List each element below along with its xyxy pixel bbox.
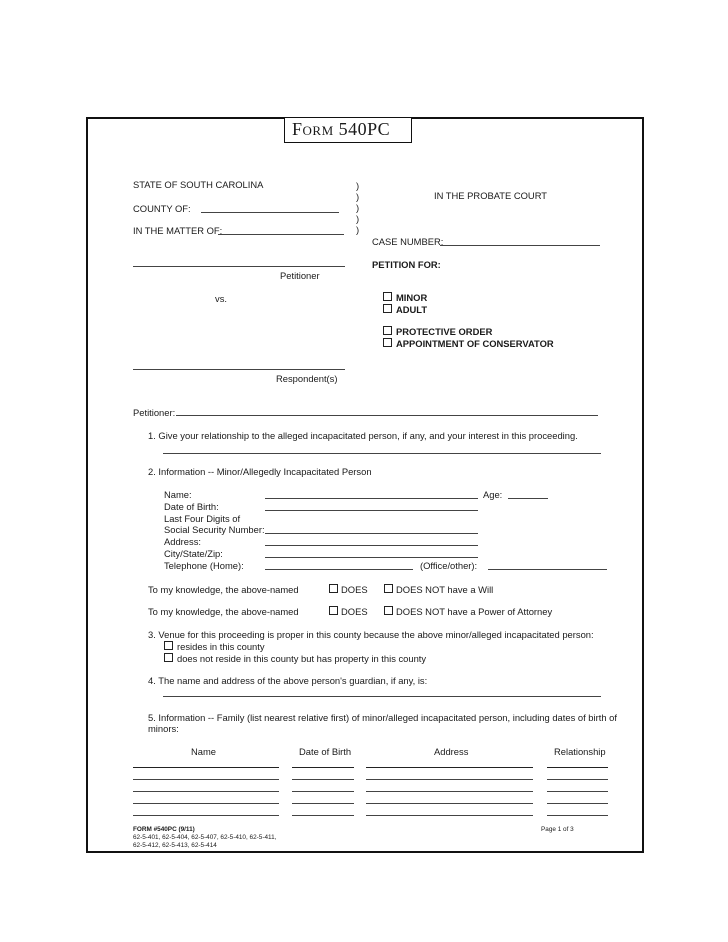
dob-field[interactable] bbox=[265, 510, 478, 511]
petitioner-name-field[interactable] bbox=[176, 415, 598, 416]
adult-checkbox[interactable] bbox=[383, 304, 392, 313]
item1-text: 1. Give your relationship to the alleged incapacitated person, if any, and your interest in this proceeding. bbox=[148, 430, 578, 441]
will-does-checkbox[interactable] bbox=[329, 584, 338, 593]
item5-text-2: minors: bbox=[148, 723, 179, 734]
respondent-caption: Respondent(s) bbox=[276, 373, 338, 384]
footer-statutes-2: 62-5-412, 62-5-413, 62-5-414 bbox=[133, 842, 217, 849]
property-label: does not reside in this county but has property in this county bbox=[177, 653, 427, 664]
family-name-line[interactable] bbox=[133, 815, 279, 816]
knowledge-will-prefix: To my knowledge, the above-named bbox=[148, 584, 299, 595]
item3-heading: 3. Venue for this proceeding is proper in this county because the above minor/alleged incapacitated person: bbox=[148, 629, 594, 640]
state-label: STATE OF SOUTH CAROLINA bbox=[133, 179, 264, 190]
county-label: COUNTY OF: bbox=[133, 203, 191, 214]
poa-does-not-checkbox[interactable] bbox=[384, 606, 393, 615]
poa-does-label: DOES bbox=[341, 606, 368, 617]
minor-label: MINOR bbox=[396, 292, 428, 303]
family-dob-line[interactable] bbox=[292, 767, 354, 768]
address-label: Address: bbox=[164, 536, 201, 547]
phone-home-field[interactable] bbox=[265, 569, 413, 570]
item2-heading: 2. Information -- Minor/Allegedly Incapacitated Person bbox=[148, 466, 372, 477]
petitioner-caption: Petitioner bbox=[280, 270, 320, 281]
item5-text-1: 5. Information -- Family (list nearest relative first) of minor/alleged incapacitated person, including dates of birth of bbox=[148, 712, 617, 723]
conservator-label: APPOINTMENT OF CONSERVATOR bbox=[396, 338, 554, 349]
ssn-label-1: Last Four Digits of bbox=[164, 513, 241, 524]
paren-1: ) bbox=[356, 180, 360, 191]
city-field[interactable] bbox=[265, 557, 478, 558]
address-field[interactable] bbox=[265, 545, 478, 546]
will-does-label: DOES bbox=[341, 584, 368, 595]
knowledge-poa-prefix: To my knowledge, the above-named bbox=[148, 606, 299, 617]
matter-field[interactable] bbox=[218, 234, 344, 235]
col-relationship: Relationship bbox=[554, 746, 606, 757]
matter-label: IN THE MATTER OF: bbox=[133, 225, 223, 236]
family-dob-line[interactable] bbox=[292, 791, 354, 792]
vs-label: vs. bbox=[215, 293, 227, 304]
conservator-checkbox[interactable] bbox=[383, 338, 392, 347]
city-label: City/State/Zip: bbox=[164, 548, 223, 559]
age-label: Age: bbox=[483, 489, 503, 500]
court-label: IN THE PROBATE COURT bbox=[434, 190, 548, 201]
resides-label: resides in this county bbox=[177, 641, 265, 652]
resides-checkbox[interactable] bbox=[164, 641, 173, 650]
case-number-field[interactable] bbox=[440, 245, 600, 246]
item1-field[interactable] bbox=[163, 453, 601, 454]
item4-field[interactable] bbox=[163, 696, 601, 697]
family-name-line[interactable] bbox=[133, 779, 279, 780]
petitioner-field[interactable] bbox=[133, 266, 345, 267]
name-label: Name: bbox=[164, 489, 192, 500]
footer-page: Page 1 of 3 bbox=[541, 826, 574, 833]
will-does-not-label: DOES NOT have a Will bbox=[396, 584, 494, 595]
family-address-line[interactable] bbox=[366, 791, 533, 792]
poa-does-not-label: DOES NOT have a Power of Attorney bbox=[396, 606, 553, 617]
family-relationship-line[interactable] bbox=[547, 767, 608, 768]
family-relationship-line[interactable] bbox=[547, 803, 608, 804]
family-address-line[interactable] bbox=[366, 767, 533, 768]
paren-3: ) bbox=[356, 202, 360, 213]
paren-4: ) bbox=[356, 213, 360, 224]
family-name-line[interactable] bbox=[133, 767, 279, 768]
ssn-field[interactable] bbox=[265, 533, 478, 534]
paren-5: ) bbox=[356, 224, 360, 235]
respondent-field[interactable] bbox=[133, 369, 345, 370]
ssn-label-2: Social Security Number: bbox=[164, 524, 265, 535]
col-name: Name bbox=[191, 746, 217, 757]
form-title: Form 540PC bbox=[284, 117, 412, 143]
family-relationship-line[interactable] bbox=[547, 815, 608, 816]
item4-text: 4. The name and address of the above person's guardian, if any, is: bbox=[148, 675, 428, 686]
poa-does-checkbox[interactable] bbox=[329, 606, 338, 615]
case-number-label: CASE NUMBER: bbox=[372, 236, 444, 247]
protective-order-label: PROTECTIVE ORDER bbox=[396, 326, 493, 337]
family-dob-line[interactable] bbox=[292, 779, 354, 780]
family-address-line[interactable] bbox=[366, 803, 533, 804]
name-field[interactable] bbox=[265, 498, 478, 499]
family-relationship-line[interactable] bbox=[547, 779, 608, 780]
col-address: Address bbox=[434, 746, 469, 757]
family-address-line[interactable] bbox=[366, 815, 533, 816]
family-dob-line[interactable] bbox=[292, 803, 354, 804]
family-dob-line[interactable] bbox=[292, 815, 354, 816]
minor-checkbox[interactable] bbox=[383, 292, 392, 301]
phone-label: Telephone (Home): bbox=[164, 560, 244, 571]
paren-2: ) bbox=[356, 191, 360, 202]
protective-order-checkbox[interactable] bbox=[383, 326, 392, 335]
family-address-line[interactable] bbox=[366, 779, 533, 780]
age-field[interactable] bbox=[508, 498, 548, 499]
office-label: (Office/other): bbox=[420, 560, 478, 571]
phone-office-field[interactable] bbox=[488, 569, 607, 570]
adult-label: ADULT bbox=[396, 304, 428, 315]
will-does-not-checkbox[interactable] bbox=[384, 584, 393, 593]
footer-form-id: FORM #540PC (9/11) bbox=[133, 826, 195, 833]
petition-for-label: PETITION FOR: bbox=[372, 259, 441, 270]
col-dob: Date of Birth bbox=[299, 746, 352, 757]
family-name-line[interactable] bbox=[133, 791, 279, 792]
family-name-line[interactable] bbox=[133, 803, 279, 804]
petitioner-line-label: Petitioner: bbox=[133, 407, 176, 418]
county-field[interactable] bbox=[201, 212, 339, 213]
footer-statutes-1: 62-5-401, 62-5-404, 62-5-407, 62-5-410, 62-5-411, bbox=[133, 834, 277, 841]
family-relationship-line[interactable] bbox=[547, 791, 608, 792]
dob-label: Date of Birth: bbox=[164, 501, 219, 512]
property-checkbox[interactable] bbox=[164, 653, 173, 662]
